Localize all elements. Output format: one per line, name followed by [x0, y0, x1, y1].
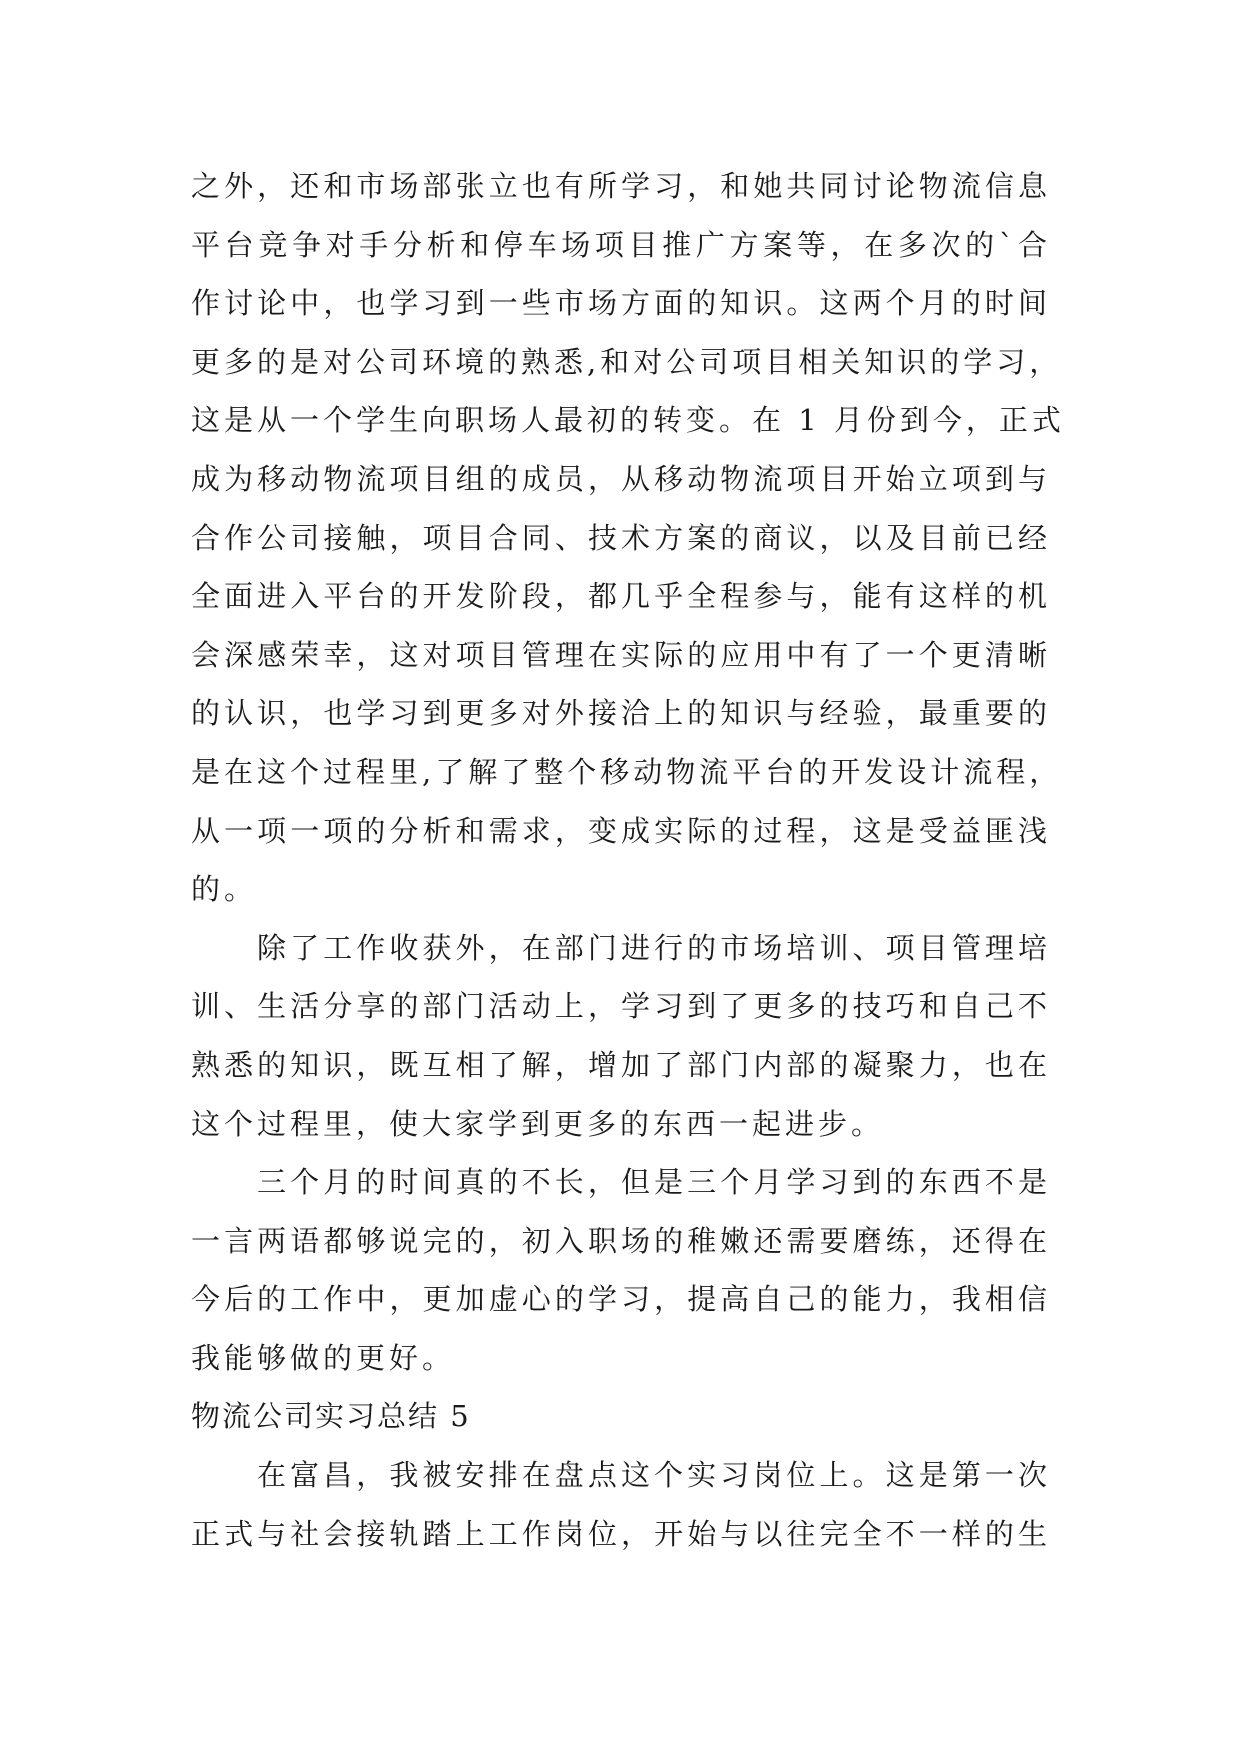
text-line: 合作公司接触，项目合同、技术方案的商议，以及目前已经 [191, 520, 1051, 555]
text-line: 成为移动物流项目组的成员，从移动物流项目开始立项到与 [191, 461, 1051, 496]
text-line: 全面进入平台的开发阶段，都几乎全程参与，能有这样的机 [191, 579, 1051, 614]
text-line: 更多的是对公司环境的熟悉,和对公司项目相关知识的学习， [191, 344, 1063, 379]
text-line: 作讨论中，也学习到一些市场方面的知识。这两个月的时间 [191, 286, 1051, 321]
text-line: 之外，还和市场部张立也有所学习，和她共同讨论物流信息 [191, 169, 1051, 203]
text-line: 会深感荣幸，这对项目管理在实际的应用中有了一个更清晰 [191, 637, 1051, 672]
text-line: 平台竞争对手分析和停车场项目推广方案等，在多次的`合 [191, 227, 1051, 262]
text-line: 训、生活分享的部门活动上，学习到了更多的技巧和自己不 [191, 989, 1051, 1024]
text-line: 一言两语都够说完的，初入职场的稚嫩还需要磨练，还得在 [191, 1223, 1051, 1258]
text-line: 这个过程里，使大家学到更多的东西一起进步。 [191, 1106, 885, 1141]
text-line: 是在这个过程里,了解了整个移动物流平台的开发设计流程， [191, 754, 1063, 789]
section-heading: 物流公司实习总结 5 [191, 1399, 471, 1434]
text-line: 三个月的时间真的不长，但是三个月学习到的东西不是 [257, 1165, 1051, 1200]
text-line: 正式与社会接轨踏上工作岗位，开始与以往完全不一样的生 [191, 1516, 1051, 1551]
paragraph [191, 1153, 1051, 1387]
paragraph [191, 157, 1065, 919]
paragraph [191, 919, 1051, 1153]
text-line: 的认识，也学习到更多对外接洽上的知识与经验，最重要的 [191, 696, 1051, 731]
document-body [191, 157, 1065, 1563]
text-line: 我能够做的更好。 [191, 1340, 456, 1375]
text-line: 除了工作收获外，在部门进行的市场培训、项目管理培 [257, 930, 1051, 965]
text-line: 从一项一项的分析和需求，变成实际的过程，这是受益匪浅 [191, 813, 1051, 848]
text-line: 的。 [191, 872, 258, 907]
text-line: 熟悉的知识，既互相了解，增加了部门内部的凝聚力，也在 [191, 1047, 1051, 1082]
text-line: 在富昌，我被安排在盘点这个实习岗位上。这是第一次 [257, 1458, 1051, 1493]
text-line: 今后的工作中，更加虚心的学习，提高自己的能力，我相信 [191, 1282, 1051, 1317]
text-line: 这是从一个学生向职场人最初的转变。在 1 月份到今，正式 [191, 403, 1065, 438]
paragraph [191, 1446, 1051, 1563]
